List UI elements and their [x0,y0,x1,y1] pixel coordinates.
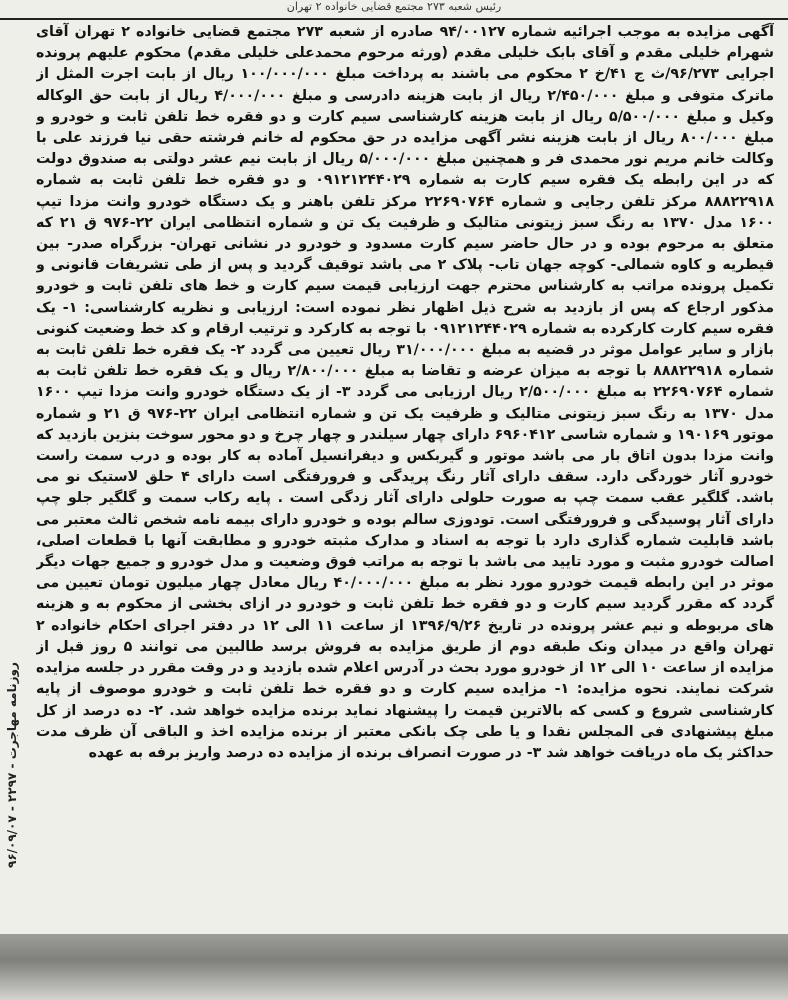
header-strip: رئیس شعبه ۲۷۳ مجتمع قضایی خانواده ۲ تهران [0,0,788,20]
notice-line: ق ۲۱ و شماره موتور ۱۹۰۱۶۹ و شماره شاسی ۶۹۶۰۴۱۲ دارای چهار سیلندر و چهار چرخ و دو محور [36,405,774,443]
notice-line: مزدا تیپ ۱۶۰۰ مدل ۱۳۷۰ به رنگ سبز زیتونی متالیک و ظرفیت یک تن و شماره انتظامی ایران ۲۲-۹۷۶ [36,384,774,422]
side-margin-text: روزنامه مهاجرت - ۲۲۹۷ - ۹۶/۰۹/۰۷ [5,662,19,868]
notice-line: مقرر در جلسه مزایده شرکت نمایند. نحوه مزایده: ۱- مزایده سیم کارت و دو فقره خط تلفن ثابت و خودرو [36,660,774,698]
notice-line: صندوق دولت که در این رابطه یک فقره سیم کارت به شماره ۰۹۱۲۱۲۴۴۰۲۹ و دو فقره خط تلفن ثابت [36,151,774,189]
notice-line: بازار و سایر عوامل موثر در قضیه به مبلغ ۳۱/۰۰۰/۰۰۰ ریال تعیین می گردد ۲- یک فقره خط تلفن ثابت [49,342,774,359]
notice-line: اجرای احکام خانواده ۲ تهران واقع در میدان ونک طبقه دوم از طریق مزایده به فروش برسد طالبین می [36,617,774,655]
auction-notice-body [36,22,774,934]
notice-line: سوخت بنزین بازدید که وانت مزدا بدون اتاق بار می باشد موتور و گیربکس و دیفرانسیل آماده به کار بوده [36,426,774,465]
notice-line: المثل از ماترک متوفی و مبلغ ۲/۴۵۰/۰۰۰ ریال از بابت هزینه دادرسی و مبلغ ۴/۰۰۰/۰۰۰ ریال از بابت [36,66,774,104]
notice-line: ۴ حلق لاستیک نو می باشد. گلگیر عقب سمت چپ به صورت حلولی دارای آثار زدگی است . پایه رکاب [36,469,774,507]
side-margin [0,600,30,934]
notice-line: فرزند علی با وکالت خانم مریم نور محمدی فر و همچنین مبلغ ۵/۰۰۰/۰۰۰ ریال از بابت نیم عشر دولتی به [36,130,774,168]
scan-bottom-edge [0,934,788,1000]
notice-line: به شماره ۸۸۸۲۲۹۱۸ با توجه به میزان عرضه و تقاضا به مبلغ ۲/۸۰۰/۰۰۰ ریال و یک فقره خط تلفن [36,342,774,380]
notice-line: آنها با قطعات اصلی، اصالت خودرو مثبت و مورد تایید می باشد با توجه به مراتب فوق وضعیت و مدل خودرو [36,532,774,571]
notice-text [36,22,774,764]
notice-line: بین قیطریه و کاوه شمالی- کوچه جهان تاب- پلاک ۲ می باشد توقیف گردید و پس از طی تشریفات قانونی [36,236,774,274]
notice-line: ثابت به شماره ۲۲۶۹۰۷۶۴ به مبلغ ۲/۵۰۰/۰۰۰ ریال ارزیابی می گردد ۳- از یک دستگاه خودرو وانت [36,363,774,401]
notice-line: و جمیع جهات دیگر موثر در این رابطه قیمت خودرو مورد نظر به مبلغ ۴۰/۰۰۰/۰۰۰ ریال معادل چهار [36,554,774,592]
notice-line: میلیون تومان تعیین می گردد که مقرر گردید سیم کارت و دو فقره خط تلفن ثابت و خودرو در ازای بخشی [36,575,774,613]
notice-line: و خودرو و مبلغ ۸۰۰/۰۰۰ ریال از بابت هزینه نشر آگهی مزایده در حق محکوم له خانم فرشته حقی نیا [36,108,774,147]
notice-line: اجرایی ۹۶/۲۷۳/ث ج ۴۱/خ ۲ محکوم می باشند به پرداخت مبلغ ۱۰۰/۰۰۰/۰۰۰ ریال از بابت اجرت [93,66,774,83]
notice-line: ۲- ده درصد از کل مبلغ پیشنهادی فی المجلس نقدا و یا طی چک بانکی معتبر از برنده مزایده اخذ و الباقی [36,702,774,740]
notice-line: مذکور ارجاع که پس از بازدید به شرح ذیل اظهار نظر نموده است: ارزیابی و نظریه کارشناسی: ۱- یک فقره [36,299,774,337]
notice-line: به شماره ۸۸۸۲۲۹۱۸ مرکز تلفن رجایی و شماره ۲۲۶۹۰۷۶۴ مرکز تلفن باهنر و یک دستگاه خودرو وانت [36,172,774,210]
notice-line: آقای شهرام خلیلی مقدم و آقای بابک خلیلی مقدم (ورثه مرحوم محمدعلی خلیلی مقدم) محکوم علیهم پرونده [36,24,774,62]
notice-line: ق ۲۱ که متعلق به مرحوم بوده و در حال حاضر سیم کارت مسدود و خودرو در نشانی تهران- بزرگراه صدر- [36,214,774,253]
notice-line: حق الوکاله وکیل و مبلغ ۵/۵۰۰/۰۰۰ ریال از بابت هزینه کارشناسی سیم کارت و دو فقره خط تلفن ثابت [36,87,774,125]
notice-line: مزدا تیپ ۱۶۰۰ مدل ۱۳۷۰ به رنگ سبز زیتونی متالیک و ظرفیت یک تن و شماره انتظامی ایران ۲۲-۹۷۶ [36,193,774,231]
notice-line: آن ظرف مدت حداکثر یک ماه دریافت خواهد شد ۳- در صورت انصراف برنده از مزایده ده درصد واریز [36,723,774,761]
notice-line: سیم کارت کارکرده به شماره ۰۹۱۲۱۲۴۴۰۲۹ با توجه به کارکرد و ترتیب ارقام و کد خط وضعیت کنونی [36,320,733,337]
notice-line: و تکمیل پرونده مراتب به کارشناس محترم جهت ارزیابی قیمت سیم کارت و خط های تلفن ثابت و خودرو [36,257,774,295]
notice-line: از محکوم به و هزینه های مربوطه و نیم عشر پرونده در تاریخ ۱۳۹۶/۹/۲۶ از ساعت ۱۱ الی ۱۲ در دفتر [36,596,774,634]
notice-line: نامه شخص ثالث معتبر می باشد قابلیت شماره گذاری دارد با توجه به اسناد و مدارک مثبته خودرو و مطابقت [36,511,774,549]
notice-line: و درب سمت راست خودرو آثار خوردگی دارد. سقف دارای آثار رنگ پریدگی و فرورفتگی است دارای [36,448,774,486]
notice-line: موصوف از پایه کارشناسی شروع و کسی که بالاترین قیمت را پیشنهاد نماید برنده مزایده خواهد شد. [36,681,774,719]
notice-line: برفه به عهده [88,744,181,761]
notice-line: توانند ۵ روز قبل از مزایده از ساعت ۱۰ الی ۱۲ از خودرو مورد بحث در آدرس اعلام شده بازدید و در وقت [36,638,774,677]
notice-line: سمت و گلگیر جلو چپ دارای آثار پوسیدگی و فرورفتگی است. تودوزی سالم بوده و خودرو دارای بیمه [36,490,774,528]
notice-line: آگهی مزایده به موجب اجرائیه شماره ۹۴/۰۰۱۲۷ صادره از شعبه ۲۷۳ مجتمع قضایی خانواده ۲ تهران [68,24,774,40]
